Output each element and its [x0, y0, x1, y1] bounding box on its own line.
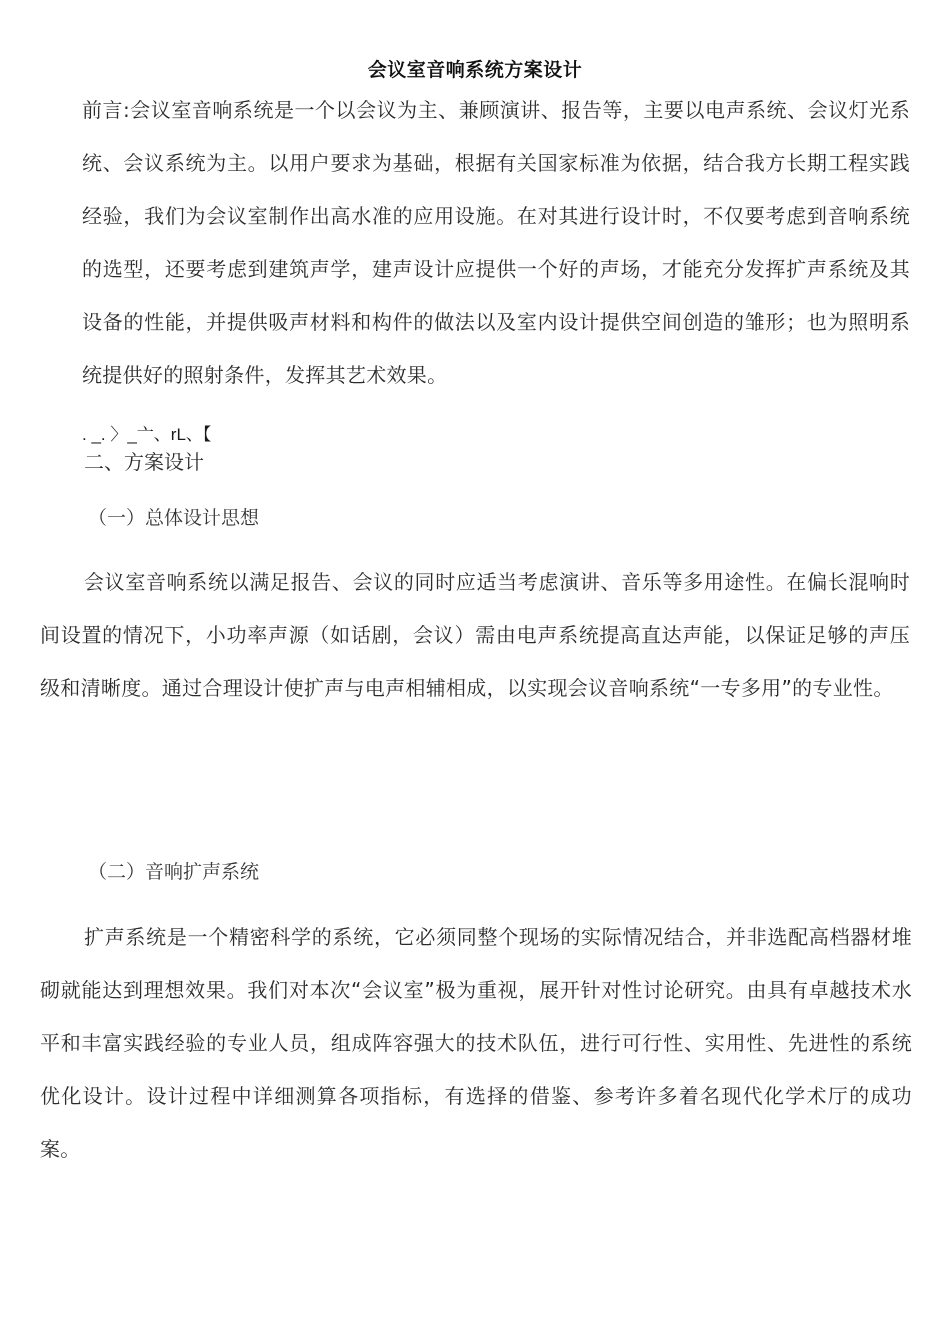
intro-paragraph: 前言:会议室音响系统是一个以会议为主、兼顾演讲、报告等，主要以电声系统、会议灯光系统、会议系统为主。以用户要求为基础，根据有关国家标准为依据，结合我方长期工程实践经验，我们为会议室制作出高水准的应用设施。在对其进行设计时，不仅要考虑到音响系统的选型，还要考虑到建筑声学，建声设计应提供一个好的声场，才能充分发挥扩声系统及其设备的性能，并提供吸声材料和构件的做法以及室内设计提供空间创造的雏形；也为照明系统提供好的照射条件，发挥其艺术效果。	[82, 98, 910, 387]
document-title: 会议室音响系统方案设计	[367, 59, 583, 81]
garbled-text-line: . _. 〉_亠、rL、【	[82, 425, 212, 444]
sound-reinforcement-paragraph: 扩声系统是一个精密科学的系统，它必须同整个现场的实际情况结合，并非选配高档器材堆砌就能达到理想效果。我们对本次“会议室”极为重视，展开针对性讨论研究。由具有卓越技术水平和丰富实践经验的专业人员，组成阵容强大的技术队伍，进行可行性、实用性、先进性的系统优化设计。设计过程中详细测算各项指标，有选择的借鉴、参考许多着名现代化学术厅的成功案。	[40, 925, 912, 1161]
subsection-heading-sound-reinforcement: （二）音响扩声系统	[88, 861, 260, 883]
overall-design-paragraph: 会议室音响系统以满足报告、会议的同时应适当考虑演讲、音乐等多用途性。在偏长混响时间设置的情况下，小功率声源（如话剧，会议）需由电声系统提高直达声能，以保证足够的声压级和清晰度。通过合理设计使扩声与电声相辅相成，以实现会议音响系统“一专多用”的专业性。	[40, 570, 910, 700]
subsection-heading-overall-design: （一）总体设计思想	[88, 507, 260, 529]
section-heading: 二、方案设计	[84, 450, 204, 474]
